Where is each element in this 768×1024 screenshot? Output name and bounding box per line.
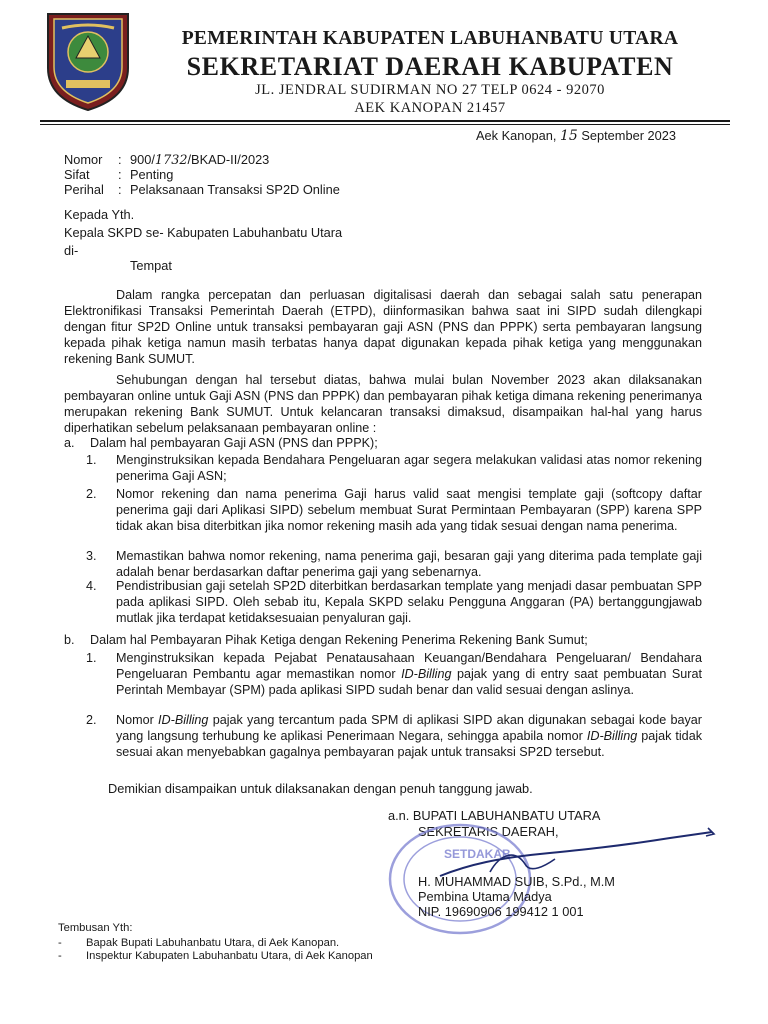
date-month-year: September 2023 [581, 128, 676, 143]
meta-nomor [64, 152, 269, 168]
a-item-1-number: 1. [86, 453, 97, 467]
closing-sentence: Demikian disampaikan untuk dilaksanakan dengan penuh tanggung jawab. [108, 781, 533, 796]
signature-on-behalf: a.n. BUPATI LABUHANBATU UTARA [388, 808, 601, 823]
recipient-place: Tempat [130, 258, 172, 273]
letterhead-address-2: AEK KANOPAN 21457 [354, 100, 506, 116]
a-item-2-number: 2. [86, 487, 97, 501]
letterhead-line-1: PEMERINTAH KABUPATEN LABUHANBATU UTARA [181, 28, 679, 49]
section-b-label: b. [64, 633, 75, 647]
nomor-colon: : [118, 152, 122, 167]
signature-title: SEKRETARIS DAERAH, [418, 824, 559, 839]
meta-sifat [64, 167, 173, 182]
meta-perihal [64, 182, 340, 197]
b-item-2-part-1: Nomor [116, 713, 159, 727]
section-a-label: a. [64, 436, 75, 450]
letterhead-title: SEKRETARIAT DAERAH KABUPATEN [186, 52, 674, 81]
perihal-value: Pelaksanaan Transaksi SP2D Online [130, 182, 340, 197]
a-item-3-number: 3. [86, 549, 97, 563]
b-item-2-part-2: pajak yang tercantum pada SPM di aplikasi SIPD akan digunakan sebagai kode bayar yang langsung terhubung ke aplikasi Penerimaan Negara, sehingga apabila nomor [116, 713, 702, 743]
recipient-greeting: Kepada Yth. [64, 207, 135, 222]
b-item-1-idbilling: ID-Billing [401, 667, 452, 681]
nomor-handwritten: 1732 [154, 153, 188, 168]
letterhead-address-1: JL. JENDRAL SUDIRMAN NO 27 TELP 0624 - 92070 [255, 82, 605, 98]
signatory-nip: NIP. 19690906 199412 1 001 [418, 904, 584, 919]
perihal-colon: : [118, 182, 122, 197]
date-day-handwritten: 15 [559, 128, 578, 144]
a-item-4-number: 4. [86, 579, 97, 593]
cc-item-1: Bapak Bupati Labuhanbatu Utara, di Aek Kanopan. [86, 937, 340, 949]
letterhead-rule-thick [40, 120, 730, 122]
section-a-title: Dalam hal pembayaran Gaji ASN (PNS dan PPPK); [90, 436, 378, 450]
date-prefix: Aek Kanopan, [476, 128, 557, 143]
b-item-2-idbilling-1: ID-Billing [158, 713, 209, 727]
a-item-1-text: Menginstruksikan kepada Bendahara Pengeluaran agar segera melakukan validasi atas nomor rekening penerima Gaji ASN; [116, 453, 702, 483]
b-item-2-number: 2. [86, 713, 97, 727]
recipient-name: Kepala SKPD se- Kabupaten Labuhanbatu Utara [64, 225, 343, 240]
sifat-value: Penting [130, 167, 174, 182]
sifat-colon: : [118, 167, 122, 182]
body-paragraph-2: Sehubungan dengan hal tersebut diatas, bahwa mulai bulan November 2023 akan dilaksanakan pembayaran online untuk Gaji ASN (PNS dan PPPK) dan pembayaran pihak ketiga dimana rekening penerimanya merupakan rekening Bank SUMUT. Untuk kelancaran transaksi dimaksud, disampaikan hal-hal yang harus diperhatikan sebelum pelaksanaan pembayaran online : [64, 373, 702, 435]
a-item-2-text: Nomor rekening dan nama penerima Gaji harus valid saat mengisi template gaji (softcopy daftar penerima gaji dari Aplikasi SIPD) sebelum membuat Surat Permintaan Pembayaran (SPP) karena SPP tidak akan bisa diterbitkan jika nomor rekening masih ada yang tidak sesuai dengan nama penerima. [116, 487, 702, 533]
regency-emblem-logo [40, 6, 136, 112]
b-item-2-part-3: pajak tidak sesuai akan menyebabkan gagalnya pembayaran pajak untuk transaksi SP2D tersebut. [116, 729, 702, 759]
body-paragraph-1: Dalam rangka percepatan dan perluasan digitalisasi daerah dan sebagai salah satu penerapan Elektronifikasi Transaksi Pemerintah Daerah (ETPD), diinformasikan bahwa saat ini SIPD sudah dilengkapi dengan fitur SP2D Online untuk transaksi pembayaran gaji ASN (PNS dan PPPK) serta pembayaran langsung kepada pihak ketiga namun masih terbatas hanya dapat digunakan kepada pihak ketiga yang menggunakan rekening Bank SUMUT. [64, 288, 702, 366]
b-item-1-number: 1. [86, 651, 97, 665]
b-item-2-text [116, 712, 702, 760]
cc-item-2-dash: - [58, 950, 62, 962]
a-item-4-text: Pendistribusian gaji setelah SP2D diterbitkan berdasarkan template yang menjadi dasar pembuatan SPP pada aplikasi SIPD. Oleh sebab itu, Kepala SKPD selaku Pengguna Anggaran (PA) bertanggungjawab mutlak jika terdapat ketidaksesuaian penyaluran gaji. [116, 579, 702, 625]
cc-title: Tembusan Yth: [58, 922, 133, 934]
signatory-name: H. MUHAMMAD SUIB, S.Pd., M.M [418, 874, 615, 889]
b-item-2-idbilling-2: ID-Billing [586, 729, 638, 743]
b-item-1-text [116, 650, 702, 698]
recipient-di: di- [64, 243, 79, 258]
a-item-3-text: Memastikan bahwa nomor rekening, nama penerima gaji, besaran gaji yang diterima pada template gaji adalah benar berdasarkan daftar penerima gaji yang sebenarnya. [116, 549, 702, 579]
letter-date [476, 128, 676, 144]
perihal-label: Perihal [64, 182, 104, 197]
letterhead-rule-thin [40, 124, 730, 125]
nomor-prefix: 900/ [130, 152, 155, 167]
signatory-rank: Pembina Utama Madya [418, 889, 552, 904]
cc-item-1-dash: - [58, 937, 62, 949]
b-item-1-part-2: pajak yang di entry saat pembuatan Surat Perintah Membayar (SPM) pada aplikasi SIPD sudah benar dan valid sesuai dengan aslinya. [116, 667, 702, 697]
section-b-title: Dalam hal Pembayaran Pihak Ketiga dengan Rekening Penerima Rekening Bank Sumut; [90, 633, 588, 647]
cc-item-2: Inspektur Kabupaten Labuhanbatu Utara, di Aek Kanopan [86, 950, 373, 962]
sifat-label: Sifat [64, 167, 90, 182]
nomor-suffix: /BKAD-II/2023 [187, 152, 270, 167]
stamp-label: SETDAKAB [444, 847, 511, 861]
b-item-1-part-1: Menginstruksikan kepada Pejabat Penatausahaan Keuangan/Bendahara Pengeluaran/ Bendahara Pengeluaran Pembantu agar memastikan nomor [116, 651, 702, 681]
nomor-label: Nomor [64, 152, 103, 167]
